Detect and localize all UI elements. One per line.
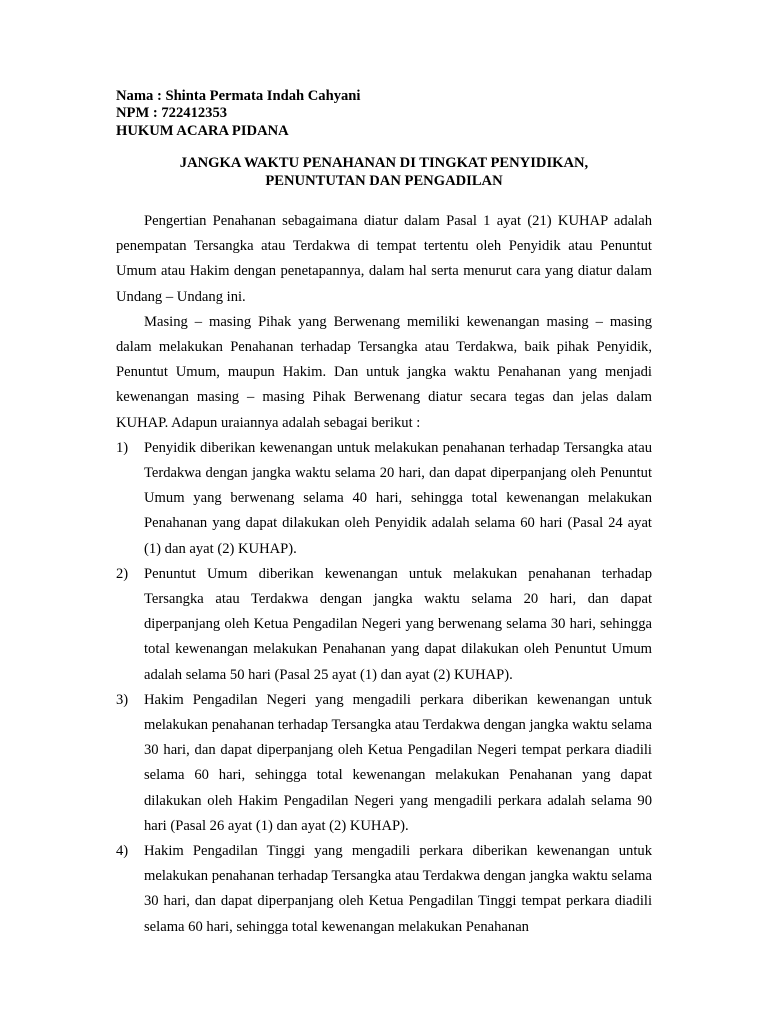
document-title — [116, 154, 652, 190]
list-item — [116, 562, 652, 688]
student-header — [116, 88, 360, 140]
list-item-number: 4) — [116, 843, 129, 860]
list-item-text: Penuntut Umum diberikan kewenangan untuk melakukan penahanan terhadap Tersangka atau Terdakwa dengan jangka waktu selama 20 hari, dan dapat diperpanjang oleh Ketua Pengadilan Negeri yang berwenang selama 30 hari, sehingga total kewenangan melakukan Penahanan yang dapat dilakukan oleh Penuntut Umum adalah selama 50 hari (Pasal 25 ayat (1) dan ayat (2) KUHAP). — [144, 565, 652, 683]
student-name-line: Nama : Shinta Permata Indah Cahyani — [116, 88, 361, 104]
list-item-text: Hakim Pengadilan Negeri yang mengadili perkara diberikan kewenangan untuk melakukan penahanan terhadap Tersangka atau Terdakwa dengan jangka waktu selama 30 hari, dan dapat diperpanjang oleh Ketua Pengadilan Negeri tempat perkara diadili selama 60 hari, sehingga total kewenangan melakukan Penahanan yang dapat dilakukan oleh Hakim Pengadilan Negeri yang mengadili perkara adalah selama 90 hari (Pasal 26 ayat (1) dan ayat (2) KUHAP). — [144, 691, 652, 834]
course-title-line: HUKUM ACARA PIDANA — [116, 122, 289, 139]
paragraph-definition: Pengertian Penahanan sebagaimana diatur dalam Pasal 1 ayat (21) KUHAP adalah penempatan Tersangka atau Terdakwa di tempat tertentu oleh Penyidik atau Penuntut Umum atau Hakim dengan penetapannya, dalam hal serta menurut cara yang diatur dalam Undang – Undang ini. — [116, 213, 652, 305]
document-body — [116, 209, 652, 940]
list-item — [116, 839, 652, 940]
student-npm-line: NPM : 722412353 — [116, 105, 228, 122]
list-item-text: Penyidik diberikan kewenangan untuk melakukan penahanan terhadap Tersangka atau Terdakwa dengan jangka waktu selama 20 hari, dan dapat diperpanjang oleh Penuntut Umum yang berwenang selama 40 hari, sehingga total kewenangan melakukan Penahanan yang dapat dilakukan oleh Penyidik adalah selama 60 hari (Pasal 24 ayat (1) dan ayat (2) KUHAP). — [144, 439, 652, 557]
detention-period-list — [116, 436, 652, 940]
document-title-line-2: PENUNTUTAN DAN PENGADILAN — [265, 173, 503, 189]
list-item-number: 3) — [116, 691, 129, 708]
list-item — [116, 688, 652, 839]
paragraph-authority: Masing – masing Pihak yang Berwenang memiliki kewenangan masing – masing dalam melakukan Penahanan terhadap Tersangka atau Terdakwa, baik pihak Penyidik, Penuntut Umum, maupun Hakim. Dan untuk jangka waktu Penahanan yang menjadi kewenangan masing – masing Pihak Berwenang diatur secara tegas dan jelas dalam KUHAP. Adapun uraiannya adalah sebagai berikut : — [116, 313, 652, 431]
list-item-number: 1) — [116, 439, 129, 456]
document-title-line-1: JANGKA WAKTU PENAHANAN DI TINGKAT PENYIDIKAN, — [179, 155, 589, 171]
list-item-text: Hakim Pengadilan Tinggi yang mengadili perkara diberikan kewenangan untuk melakukan penahanan terhadap Tersangka atau Terdakwa dengan jangka waktu selama 30 hari, dan dapat diperpanjang oleh Ketua Pengadilan Tinggi tempat perkara diadili selama 60 hari, sehingga total kewenangan melakukan Penahanan — [144, 843, 652, 935]
list-item-number: 2) — [116, 565, 129, 582]
list-item — [116, 436, 652, 562]
